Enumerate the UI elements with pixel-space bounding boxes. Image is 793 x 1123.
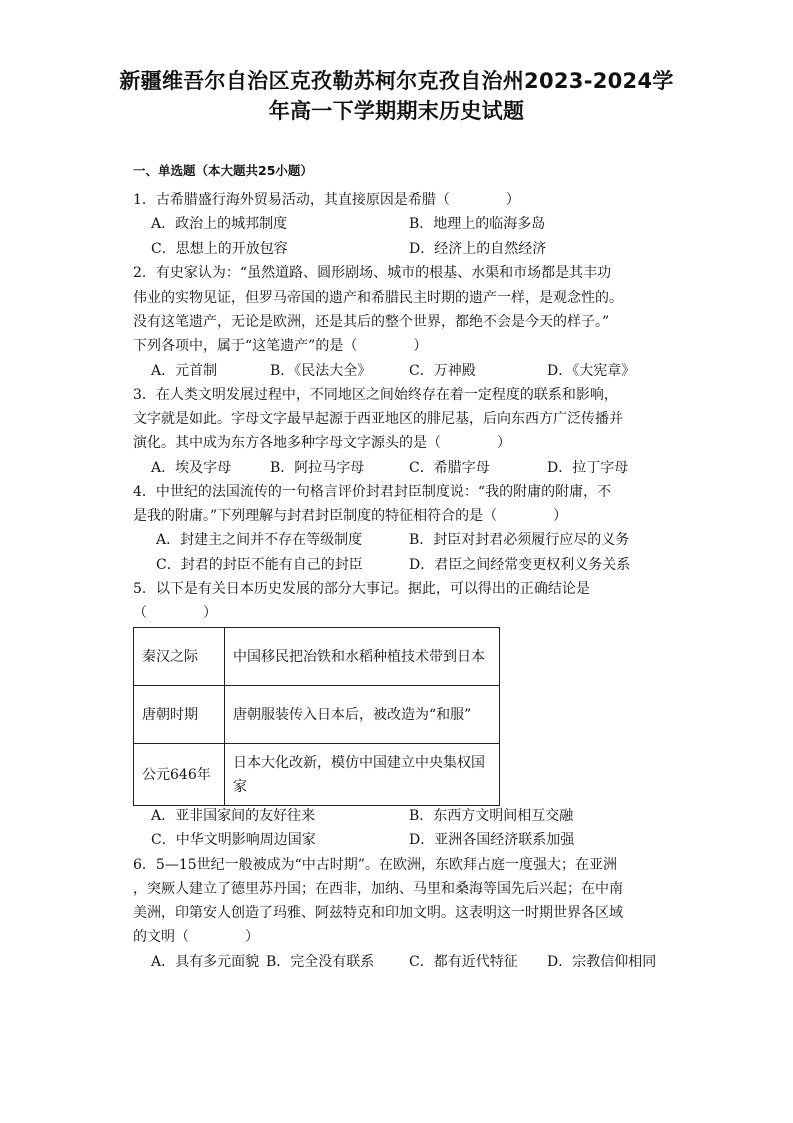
q1-option-a: A．政治上的城邦制度 bbox=[151, 216, 288, 232]
q6-stem-line-1: 6．5—15世纪一般被成为“中古时期”。在欧洲，东欧拜占庭一度强大；在亚洲 bbox=[133, 857, 617, 873]
q6-option-d: D．宗教信仰相同 bbox=[547, 954, 657, 970]
table-cell-event: 日本大化改新，模仿中国建立中央集权国家 bbox=[225, 744, 500, 806]
table-cell-time: 唐朝时期 bbox=[134, 686, 225, 744]
q5-events-table bbox=[133, 627, 500, 806]
q2-option-a: A．元首制 bbox=[151, 363, 218, 379]
q4-stem-line-1: 4．中世纪的法国流传的一句格言评价封君封臣制度说：“我的附庸的附庸，不 bbox=[133, 484, 612, 500]
q4-stem-line-2: 是我的附庸。”下列理解与封君封臣制度的特征相符合的是（ ） bbox=[133, 508, 568, 524]
q2-option-d: D．《大宪章》 bbox=[547, 363, 636, 379]
q6-option-b: B．完全没有联系 bbox=[266, 954, 375, 970]
q2-stem-line-4: 下列各项中，属于“这笔遗产”的是（ ） bbox=[133, 338, 428, 354]
q3-stem-line-1: 3．在人类文明发展过程中，不同地区之间始终存在着一定程度的联系和影响， bbox=[133, 387, 618, 403]
q3-stem-line-3: 演化。其中成为东方各地多种字母文字源头的是（ ） bbox=[133, 435, 511, 451]
q2-option-c: C．万神殿 bbox=[409, 363, 476, 379]
table-cell-event: 唐朝服装传入日本后，被改造为“和服” bbox=[225, 686, 500, 744]
table-row bbox=[134, 686, 500, 744]
q2-option-b: B．《民法大全》 bbox=[270, 363, 372, 379]
q6-stem-line-2: ，突厥人建立了德里苏丹国；在西非，加纳、马里和桑海等国先后兴起；在中南 bbox=[133, 881, 623, 897]
q4-option-b: B．封臣对封君必须履行应尽的义务 bbox=[409, 532, 630, 548]
q3-stem-line-2: 文字就是如此。字母文字最早起源于西亚地区的腓尼基，后向东西方广泛传播并 bbox=[133, 411, 623, 427]
q4-option-d: D．君臣之间经常变更权利义务关系 bbox=[409, 557, 631, 573]
q5-stem-line-1: 5．以下是有关日本历史发展的部分大事记。据此，可以得出的正确结论是 bbox=[133, 581, 590, 597]
q1-option-d: D．经济上的自然经济 bbox=[409, 241, 547, 257]
q2-stem-line-3: 没有这笔遗产，无论是欧洲，还是其后的整个世界，都绝不会是今天的样子。” bbox=[133, 314, 610, 330]
section-heading: 一、单选题（本大题共25小题） bbox=[133, 163, 313, 178]
q6-option-a: A．具有多元面貌 bbox=[151, 954, 260, 970]
q4-option-a: A．封建主之间并不存在等级制度 bbox=[156, 532, 363, 548]
exam-title-line-1: 新疆维吾尔自治区克孜勒苏柯尔克孜自治州2023-2024学 bbox=[119, 69, 674, 93]
q3-option-a: A．埃及字母 bbox=[151, 460, 232, 476]
table-row bbox=[134, 628, 500, 686]
q5-stem-line-2: （ ） bbox=[133, 605, 217, 621]
q1-stem: 1．古希腊盛行海外贸易活动，其直接原因是希腊（ ） bbox=[133, 192, 520, 208]
q2-stem-line-2: 伟业的实物见证，但罗马帝国的遗产和希腊民主时期的遗产一样，是观念性的。 bbox=[133, 290, 623, 306]
q5-option-d: D．亚洲各国经济联系加强 bbox=[409, 832, 575, 848]
q6-stem-line-4: 的文明（ ） bbox=[133, 929, 259, 945]
table-cell-time: 公元646年 bbox=[134, 744, 225, 806]
q1-option-c: C．思想上的开放包容 bbox=[151, 241, 288, 257]
q4-option-c: C．封君的封臣不能有自己的封臣 bbox=[156, 557, 363, 573]
q2-stem-line-1: 2．有史家认为：“虽然道路、圆形剧场、城市的根基、水渠和市场都是其丰功 bbox=[133, 265, 612, 281]
q5-option-c: C．中华文明影响周边国家 bbox=[151, 832, 316, 848]
q6-stem-line-3: 美洲，印第安人创造了玛雅、阿兹特克和印加文明。这表明这一时期世界各区域 bbox=[133, 905, 623, 921]
table-row bbox=[134, 744, 500, 806]
q3-option-b: B．阿拉马字母 bbox=[270, 460, 365, 476]
table-cell-time: 秦汉之际 bbox=[134, 628, 225, 686]
q5-option-a: A．亚非国家间的友好往来 bbox=[151, 808, 316, 824]
exam-title-line-2: 年高一下学期期末历史试题 bbox=[268, 99, 525, 123]
q3-option-d: D．拉丁字母 bbox=[547, 460, 629, 476]
table-cell-event: 中国移民把冶铁和水稻种植技术带到日本 bbox=[225, 628, 500, 686]
q6-option-c: C．都有近代特征 bbox=[409, 954, 518, 970]
q3-option-c: C．希腊字母 bbox=[409, 460, 490, 476]
q1-option-b: B．地理上的临海多岛 bbox=[409, 216, 546, 232]
q5-option-b: B．东西方文明间相互交融 bbox=[409, 808, 574, 824]
